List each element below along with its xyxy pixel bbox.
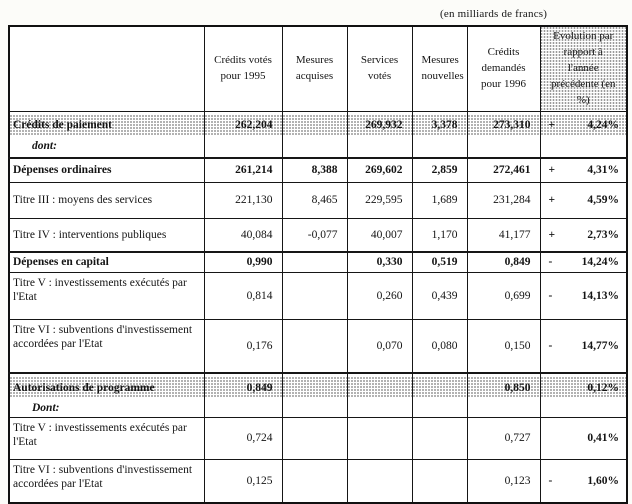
cell-value: [413, 377, 467, 398]
evolution-cell-content: [549, 193, 620, 207]
row-label: Titre IV : interventions publiques: [9, 218, 204, 252]
header-mesures-nouvelles: Mesures nouvelles: [412, 26, 467, 111]
evolution-value: 14,13%: [581, 289, 619, 302]
evolution-value: 4,59%: [587, 194, 619, 206]
cell-mesures-nouvelles: [412, 111, 467, 158]
table-row-titre-6-capital: [9, 319, 627, 373]
row-label: Titre VI : subventions d'investissement accordées par l'Etat: [9, 459, 204, 503]
evolution-cell-content: [549, 228, 620, 242]
cell-mesures-nouvelles: 1,170: [412, 218, 467, 252]
row-label: Dépenses en capital: [9, 252, 204, 272]
evolution-cell-content: [549, 431, 620, 445]
cell-credits-demandes-1996: 0,699: [467, 272, 540, 319]
table-row-titre-5-capital: [9, 272, 627, 319]
cell-credits-demandes-1996: 0,727: [467, 417, 540, 459]
cell-evolution: [540, 158, 627, 182]
evolution-sign: +: [548, 194, 556, 206]
header-evolution: Evolution par rapport à l'année précédente (en %): [540, 26, 627, 111]
cell-value: 269,932: [348, 115, 412, 136]
cell-services-votes: [347, 417, 412, 459]
evolution-cell-content: [549, 255, 620, 269]
cell-mesures-nouvelles: 0,519: [412, 252, 467, 272]
header-mesures-acquises: Mesures acquises: [282, 26, 347, 111]
cell-value: 0,850: [468, 377, 540, 398]
cell-mesures-acquises: 8,465: [282, 182, 347, 218]
evolution-value: 0,12%: [587, 381, 619, 394]
cell-mesures-acquises: [282, 459, 347, 503]
header-credits-demandes-1996: Crédits demandés pour 1996: [467, 26, 540, 111]
cell-services-votes: 0,070: [347, 319, 412, 373]
cell-evolution: [540, 417, 627, 459]
row-label: Titre V : investissements exécutés par l'Etat: [9, 417, 204, 459]
cell-mesures-nouvelles: 0,439: [412, 272, 467, 319]
cell-services-votes: [347, 459, 412, 503]
cell-credits-votes-1995: 0,724: [204, 417, 282, 459]
header-credits-votes-1995: Crédits votés pour 1995: [204, 26, 282, 111]
unit-note: (en milliards de francs): [440, 8, 548, 20]
cell-credits-votes-1995: [204, 111, 282, 158]
cell-mesures-nouvelles: [412, 459, 467, 503]
table-row-titre-4: [9, 218, 627, 252]
row-subnote: dont:: [32, 139, 57, 152]
cell-credits-votes-1995: 0,990: [204, 252, 282, 272]
cell-credits-demandes-1996: 0,849: [467, 252, 540, 272]
cell-evolution: [540, 373, 627, 417]
cell-evolution: [540, 111, 627, 158]
evolution-value: 4,31%: [587, 164, 619, 177]
cell-credits-votes-1995: 221,130: [204, 182, 282, 218]
cell-evolution: [540, 218, 627, 252]
cell-mesures-acquises: [282, 111, 347, 158]
evolution-value: 1,60%: [587, 474, 619, 487]
row-label: Dépenses ordinaires: [9, 158, 204, 182]
cell-services-votes: 40,007: [347, 218, 412, 252]
cell-credits-votes-1995: 261,214: [204, 158, 282, 182]
cell-credits-votes-1995: [204, 373, 282, 417]
cell-evolution: [540, 182, 627, 218]
evolution-value: 14,77%: [581, 339, 619, 352]
cell-mesures-acquises: [282, 319, 347, 373]
table-row-depenses-ordinaires: [9, 158, 627, 182]
header-services-votes: Services votés: [347, 26, 412, 111]
cell-value: 0,849: [205, 377, 282, 398]
evolution-cell-content: [541, 115, 627, 136]
cell-mesures-nouvelles: [412, 417, 467, 459]
evolution-value: 0,41%: [587, 432, 619, 444]
cell-services-votes: 229,595: [347, 182, 412, 218]
cell-value: [348, 377, 412, 398]
cell-mesures-acquises: 8,388: [282, 158, 347, 182]
cell-mesures-acquises: [282, 417, 347, 459]
evolution-sign: -: [548, 339, 553, 352]
cell-evolution: [540, 252, 627, 272]
cell-credits-demandes-1996: 0,150: [467, 319, 540, 373]
cell-services-votes: 0,260: [347, 272, 412, 319]
cell-mesures-nouvelles: 2,859: [412, 158, 467, 182]
table-row-autorisations-programme: [9, 373, 627, 417]
row-label-cell: [9, 111, 204, 158]
cell-credits-votes-1995: 40,084: [204, 218, 282, 252]
cell-services-votes: 269,602: [347, 158, 412, 182]
cell-credits-demandes-1996: 272,461: [467, 158, 540, 182]
cell-credits-demandes-1996: [467, 373, 540, 417]
row-label: Titre III : moyens des services: [9, 182, 204, 218]
evolution-sign: -: [548, 256, 553, 269]
evolution-cell-content: [541, 377, 627, 398]
row-label-cell: [9, 373, 204, 417]
cell-mesures-acquises: -0,077: [282, 218, 347, 252]
cell-credits-demandes-1996: 0,123: [467, 459, 540, 503]
cell-services-votes: [347, 111, 412, 158]
cell-credits-votes-1995: 0,176: [204, 319, 282, 373]
cell-credits-votes-1995: 0,814: [204, 272, 282, 319]
evolution-value: 2,73%: [587, 228, 619, 241]
cell-value: 262,204: [205, 115, 282, 136]
cell-evolution: [540, 319, 627, 373]
evolution-sign: +: [548, 228, 556, 241]
cell-evolution: [540, 459, 627, 503]
cell-mesures-acquises: [282, 252, 347, 272]
row-label: Crédits de paiement: [10, 115, 204, 136]
table-row-credits-paiement: [9, 111, 627, 158]
cell-credits-demandes-1996: [467, 111, 540, 158]
row-label: Titre VI : subventions d'investissement accordées par l'Etat: [9, 319, 204, 373]
evolution-cell-content: [549, 289, 620, 303]
cell-value: 3,378: [413, 115, 467, 136]
evolution-sign: -: [548, 474, 553, 487]
evolution-cell-content: [549, 163, 620, 177]
cell-mesures-nouvelles: 0,080: [412, 319, 467, 373]
row-label: Autorisations de programme: [10, 377, 204, 398]
cell-value: 273,310: [468, 115, 540, 136]
cell-mesures-nouvelles: [412, 373, 467, 417]
evolution-cell-content: [549, 474, 620, 488]
cell-evolution: [540, 272, 627, 319]
row-subnote: Dont:: [32, 402, 60, 415]
cell-mesures-acquises: [282, 272, 347, 319]
evolution-value: 4,24%: [587, 119, 619, 131]
evolution-sign: +: [548, 164, 556, 177]
cell-credits-demandes-1996: 41,177: [467, 218, 540, 252]
cell-services-votes: [347, 373, 412, 417]
cell-credits-demandes-1996: 231,284: [467, 182, 540, 218]
evolution-value: 14,24%: [581, 256, 619, 269]
cell-mesures-nouvelles: 1,689: [412, 182, 467, 218]
row-label: Titre V : investissements exécutés par l'Etat: [9, 272, 204, 319]
table-header-row: [9, 26, 627, 111]
evolution-sign: +: [548, 119, 556, 131]
budget-table: [8, 25, 628, 504]
table-row-titre-6-autorisations: [9, 459, 627, 503]
evolution-cell-content: [549, 339, 620, 353]
table-row-depenses-capital: [9, 252, 627, 272]
cell-credits-votes-1995: 0,125: [204, 459, 282, 503]
table-row-titre-5-autorisations: [9, 417, 627, 459]
cell-services-votes: 0,330: [347, 252, 412, 272]
cell-value: [283, 377, 347, 398]
cell-value: [283, 115, 347, 136]
cell-mesures-acquises: [282, 373, 347, 417]
table-row-titre-3: [9, 182, 627, 218]
header-row-label: [9, 26, 204, 111]
evolution-sign: -: [548, 289, 553, 302]
